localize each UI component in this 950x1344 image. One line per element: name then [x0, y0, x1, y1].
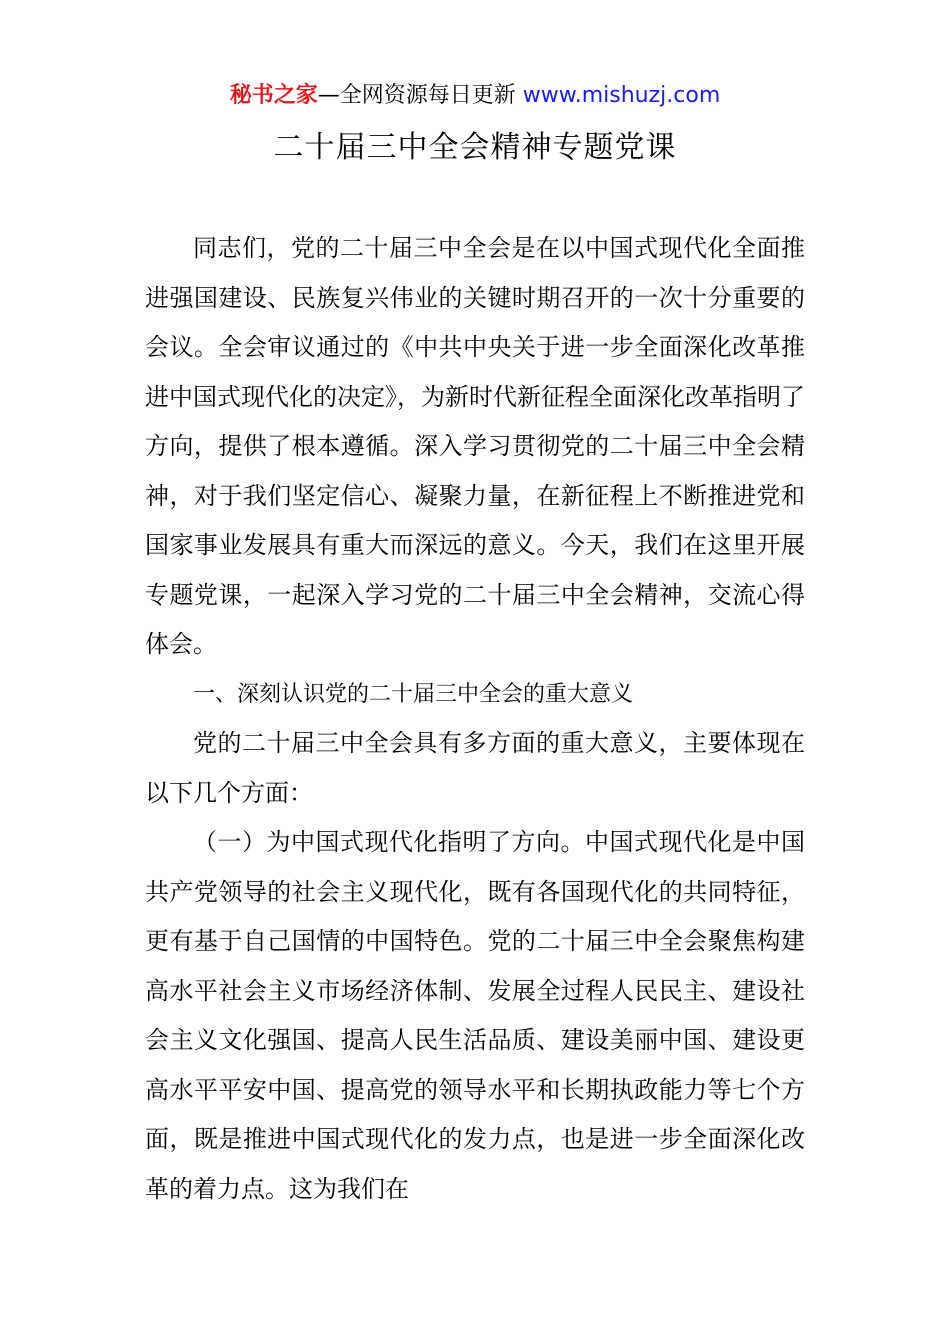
document-title: 二十届三中全会精神专题党课	[273, 130, 677, 165]
section-heading-1: 一、深刻认识党的二十届三中全会的重大意义	[193, 681, 634, 707]
paragraph-point-1: （一）为中国式现代化指明了方向。中国式现代化是中国共产党领导的社会主义现代化，既有各国现代化的共同特征，更有基于自己国情的中国特色。党的二十届三中全会聚焦构建高水平社会主义市场经济体制、发展全过程人民民主、建设社会主义文化强国、提高人民生活品质、建设美丽中国、建设更高水平平安中国、提高党的领导水平和长期执政能力等七个方面，既是推进中国式现代化的发力点，也是进一步全面深化改革的着力点。这为我们在	[145, 828, 805, 1203]
paragraph-significance: 党的二十届三中全会具有多方面的重大意义，主要体现在以下几个方面：	[145, 729, 805, 807]
brand-name: 秘书之家	[229, 83, 318, 108]
site-header	[0, 80, 950, 112]
site-url[interactable]: www.mishuzj.com	[522, 83, 721, 108]
document-body	[145, 224, 805, 1214]
paragraph-intro: 同志们，党的二十届三中全会是在以中国式现代化全面推进强国建设、民族复兴伟业的关键时期召开的一次十分重要的会议。全会审议通过的《中共中央关于进一步全面深化改革推进中国式现代化的决定》，为新时代新征程全面深化改革指明了方向，提供了根本遵循。深入学习贯彻党的二十届三中全会精神，对于我们坚定信心、凝聚力量，在新征程上不断推进党和国家事业发展具有重大而深远的意义。今天，我们在这里开展专题党课，一起深入学习党的二十届三中全会精神，交流心得体会。	[145, 234, 805, 658]
header-tagline: —全网资源每日更新	[317, 83, 516, 108]
